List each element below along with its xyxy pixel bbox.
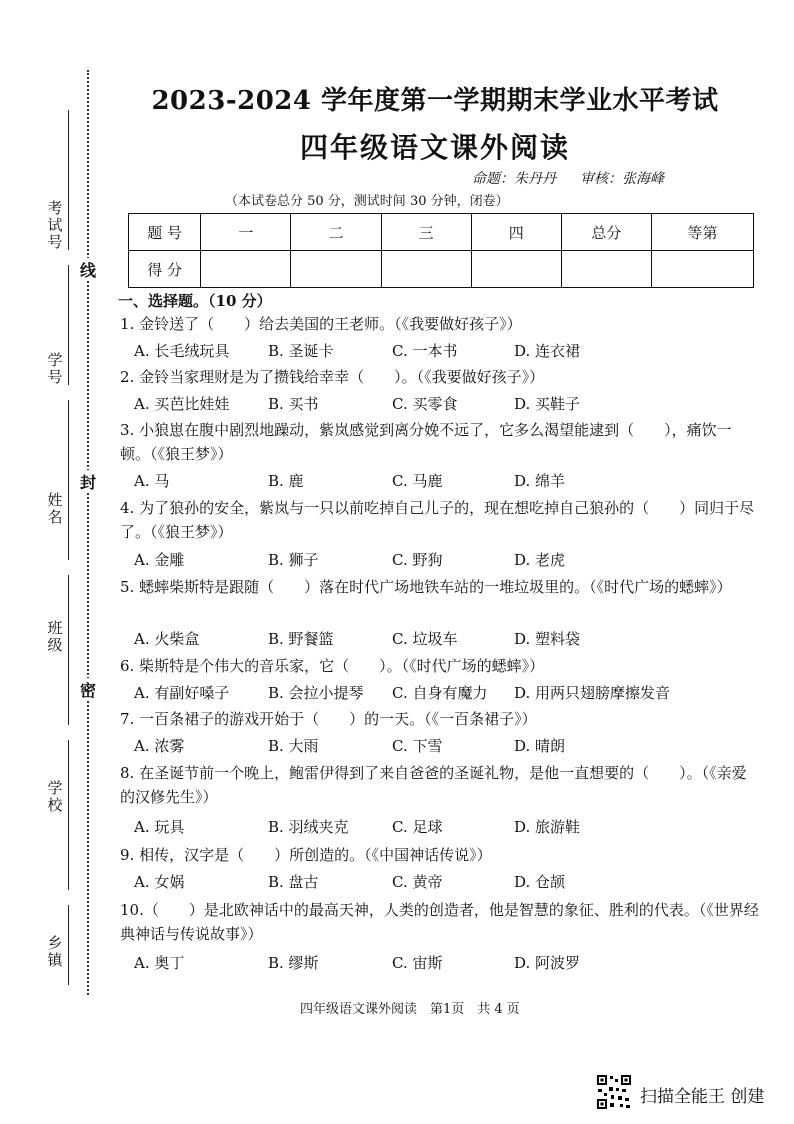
options-4 [134,549,754,571]
binding-mark-secret: 密 [80,678,96,701]
score-input-q4[interactable] [471,251,561,288]
option-b[interactable]: B. 羽绒夹克 [268,818,349,836]
question-10: 10.（ ）是北欧神话中的最高天神，人类的创造者，他是智慧的象征、胜利的代表。（《世界经典神话与传说故事》） [120,901,759,943]
score-cell-q1: 一 [201,214,291,251]
options-2 [134,393,754,415]
option-c[interactable]: C. 足球 [392,818,443,836]
score-input-q1[interactable] [201,251,291,288]
field-line-name [68,400,69,560]
field-label-exam-no: 考试号 [47,199,63,251]
binding-dotted-line [87,70,89,995]
question-3: 3. 小狼崽在腹中剧烈地躁动，紫岚感觉到离分娩不远了，它多么渴望能逮到（ ），痛饮一顿。（《狼王梦》） [120,421,732,463]
option-b[interactable]: B. 会拉小提琴 [268,684,364,702]
qr-code-icon [596,1074,632,1110]
page-footer: 四年级语文课外阅读 第1页 共 4 页 [300,1002,520,1017]
option-d[interactable]: D. 连衣裙 [514,342,581,360]
field-label-student-no: 学号 [47,351,63,386]
score-input-q2[interactable] [291,251,381,288]
options-6 [134,682,754,704]
option-c[interactable]: C. 下雪 [392,737,443,755]
field-line-town [68,905,69,985]
field-line-school [68,740,69,890]
question-1: 1. 金铃送了（ ）给去美国的王老师。（《我要做好孩子》） [120,315,522,333]
options-1 [134,340,754,362]
question-7: 7. 一百条裙子的游戏开始于（ ）的一天。（《一百条裙子》） [120,710,537,728]
option-d[interactable]: D. 旅游鞋 [514,818,581,836]
scanner-watermark [596,1074,776,1114]
option-c[interactable]: C. 垃圾车 [392,630,458,648]
score-cell-q3: 三 [381,214,471,251]
option-a[interactable]: A. 奥丁 [134,954,185,972]
option-b[interactable]: B. 野餐篮 [268,630,334,648]
scanner-brand-text: 扫描全能王 创建 [640,1087,765,1107]
binding-mark-line: 线 [80,258,96,281]
exam-note: （本试卷总分 50 分，测试时间 30 分钟，闭卷） [225,194,509,209]
question-9: 9. 相传，汉字是（ ）所创造的。（《中国神话传说》） [120,846,492,864]
option-c[interactable]: C. 自身有魔力 [392,684,488,702]
field-label-class: 班级 [47,619,63,654]
option-c[interactable]: C. 买零食 [392,395,458,413]
field-line-student-no [68,265,69,385]
option-d[interactable]: D. 用两只翅膀摩擦发音 [514,684,671,702]
score-input-total[interactable] [561,251,651,288]
option-b[interactable]: B. 买书 [268,395,319,413]
field-line-class [68,575,69,725]
field-label-town: 乡镇 [47,934,63,969]
option-b[interactable]: B. 圣诞卡 [268,342,334,360]
score-cell-header: 题 号 [129,214,201,251]
question-8: 8. 在圣诞节前一个晚上，鲍雷伊得到了来自爸爸的圣诞礼物，是他一直想要的（ ）。（《亲爱的汉修先生》） [120,764,747,806]
question-6: 6. 柴斯特是个伟大的音乐家，它（ ）。（《时代广场的蟋蟀》） [120,657,545,675]
options-5 [134,628,754,650]
option-d[interactable]: D. 绵羊 [514,472,566,490]
exam-subtitle: 四年级语文课外阅读 [299,131,570,164]
option-d[interactable]: D. 仓颉 [514,873,566,891]
options-7 [134,735,754,757]
score-table-header-row [129,214,754,251]
option-a[interactable]: A. 火柴盒 [134,630,200,648]
section-heading: 一、选择题。（10 分） [118,292,272,310]
option-c[interactable]: C. 一本书 [392,342,458,360]
option-d[interactable]: D. 阿波罗 [514,954,581,972]
question-4: 4. 为了狼孙的安全，紫岚与一只以前吃掉自己儿子的，现在想吃掉自己狼孙的（ ）同归于尽了。（《狼王梦》） [120,499,755,541]
option-a[interactable]: A. 马 [134,472,170,490]
score-table-score-row [129,251,754,288]
option-b[interactable]: B. 鹿 [268,472,304,490]
option-d[interactable]: D. 塑料袋 [514,630,581,648]
option-d[interactable]: D. 买鞋子 [514,395,581,413]
question-2: 2. 金铃当家理财是为了攒钱给幸幸（ ）。（《我要做好孩子》） [120,368,545,386]
option-c[interactable]: C. 野狗 [392,551,443,569]
author: 命题：朱丹丹 [472,171,556,187]
option-c[interactable]: C. 马鹿 [392,472,443,490]
option-a[interactable]: A. 有副好嗓子 [134,684,230,702]
question-5: 5. 蟋蟀柴斯特是跟随（ ）落在时代广场地铁车站的一堆垃圾里的。（《时代广场的蟋蟀》） [120,578,732,596]
option-a[interactable]: A. 女娲 [134,873,185,891]
binding-mark-seal: 封 [80,470,96,493]
field-label-school: 学校 [47,779,63,814]
options-8 [134,816,754,838]
option-d[interactable]: D. 晴朗 [514,737,566,755]
option-b[interactable]: B. 大雨 [268,737,319,755]
score-input-q3[interactable] [381,251,471,288]
option-d[interactable]: D. 老虎 [514,551,566,569]
score-input-grade[interactable] [651,251,753,288]
option-a[interactable]: A. 玩具 [134,818,185,836]
option-c[interactable]: C. 黄帝 [392,873,443,891]
binding-margin [0,0,110,1010]
option-b[interactable]: B. 缪斯 [268,954,319,972]
score-cell-grade: 等第 [651,214,753,251]
options-9 [134,871,754,893]
option-a[interactable]: A. 长毛绒玩具 [134,342,230,360]
option-a[interactable]: A. 金雕 [134,551,185,569]
option-a[interactable]: A. 浓雾 [134,737,185,755]
option-a[interactable]: A. 买芭比娃娃 [134,395,230,413]
option-b[interactable]: B. 盘古 [268,873,319,891]
exam-title: 2023-2024 学年度第一学期期末学业水平考试 [151,86,719,116]
reviewer: 审核：张海峰 [580,171,664,187]
score-row-label: 得 分 [129,251,201,288]
field-label-name: 姓名 [47,491,63,526]
option-c[interactable]: C. 宙斯 [392,954,443,972]
score-table [128,213,754,288]
score-cell-q2: 二 [291,214,381,251]
score-cell-total: 总分 [561,214,651,251]
options-10 [134,952,754,974]
option-b[interactable]: B. 狮子 [268,551,319,569]
field-line-exam-no [68,110,69,250]
score-cell-q4: 四 [471,214,561,251]
options-3 [134,470,754,492]
